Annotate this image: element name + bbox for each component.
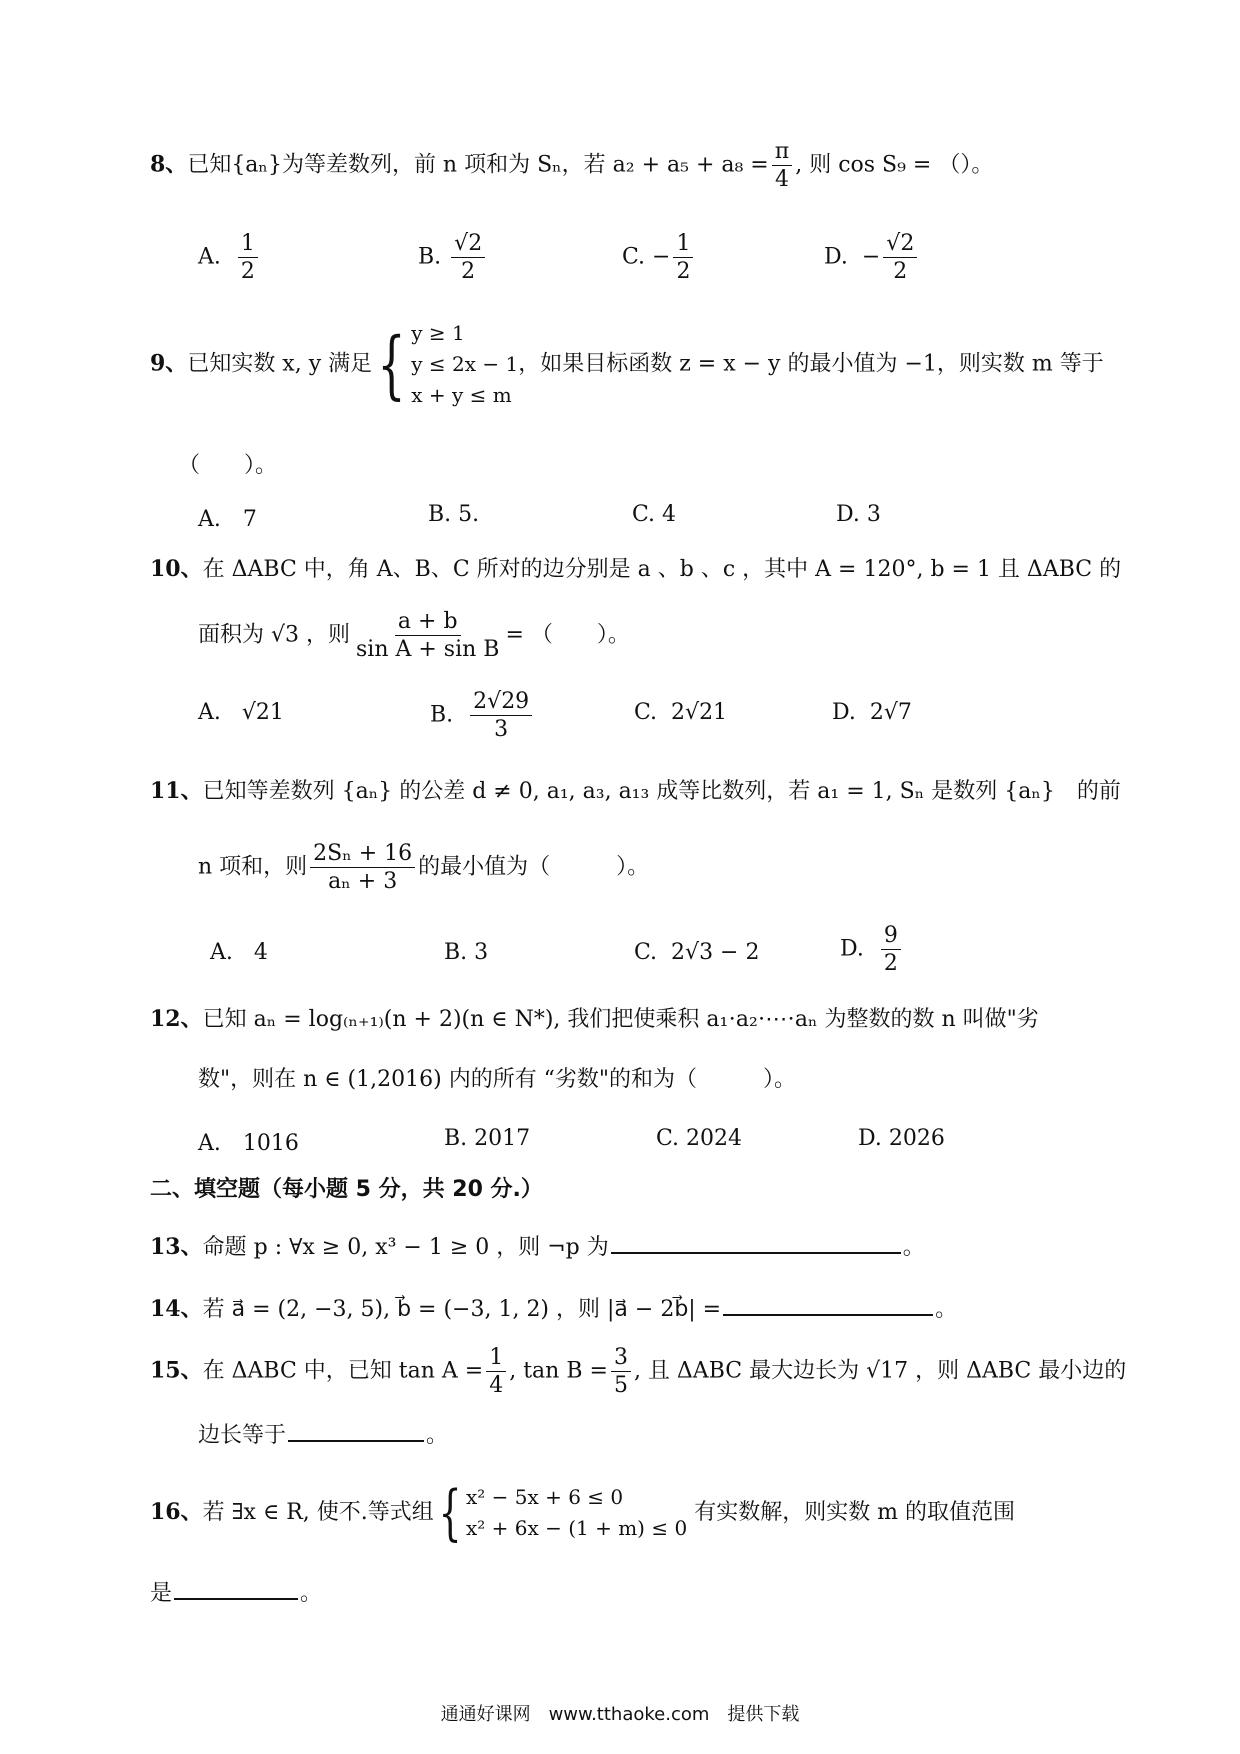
fraction-denominator: 2 <box>461 259 476 285</box>
fraction-denominator: 3 <box>494 717 509 743</box>
option-label: C. <box>622 244 646 270</box>
fraction-numerator: 3 <box>611 1346 631 1372</box>
system-line: x² + 6x − (1 + m) ≤ 0 <box>465 1516 688 1540</box>
option-label: D. <box>840 936 864 962</box>
question-16 <box>150 1478 1095 1548</box>
question-text: 在 ΔABC 中，已知 tan A = <box>202 1358 484 1384</box>
question-text: 边长等于 <box>198 1423 287 1448</box>
question-8 <box>150 140 1095 191</box>
fraction <box>486 1346 506 1397</box>
option-a: A. 1016 <box>198 1131 299 1156</box>
question-text: 已知{aₙ}为等差数列，前 n 项和为 Sₙ，若 a₂ + a₅ + a₈ = <box>187 152 769 178</box>
question-text-end: 的最小值为（ ）。 <box>418 854 650 880</box>
answer-blank[interactable] <box>611 1230 901 1254</box>
fraction-denominator: sin A + sin B <box>356 637 500 663</box>
section-heading: 二、填空题（每小题 5 分，共 20 分.） <box>150 1177 543 1202</box>
option-value: 3 <box>474 940 489 965</box>
question-text: 已知实数 x, y 满足 <box>187 351 373 377</box>
option-label: B. <box>444 940 468 965</box>
question-15-line2 <box>198 1418 1143 1450</box>
question-number: 16、 <box>150 1499 203 1525</box>
fraction-denominator: 5 <box>613 1373 628 1399</box>
question-16-line2 <box>150 1576 1095 1608</box>
fraction-numerator: √2 <box>451 232 485 258</box>
question-text: 若 a⃗ = (2, −3, 5), b⃗ = (−3, 1, 2) ，则 |a⃗ − 2b⃗| = <box>202 1297 722 1322</box>
question-number: 9、 <box>150 350 188 377</box>
option-label: B. <box>418 244 442 270</box>
fraction-denominator: 2 <box>676 259 691 285</box>
question-number: 12、 <box>150 1006 203 1032</box>
option-label: D. <box>824 244 848 270</box>
system-line: y ≥ 1 <box>411 321 465 345</box>
option-label: C. <box>634 940 658 965</box>
fraction <box>238 232 258 283</box>
question-text-end: 有实数解，则实数 m 的取值范围 <box>694 1500 1016 1525</box>
question-number: 14、 <box>150 1296 203 1322</box>
minus-sign: − <box>652 244 671 270</box>
question-text: n 项和，则 <box>198 854 308 880</box>
fraction <box>673 232 693 283</box>
option-d <box>832 700 912 725</box>
option-b: B. 5. <box>428 502 480 527</box>
question-number: 15、 <box>150 1357 203 1384</box>
option-b <box>418 232 488 283</box>
question-text-end: = （ ）。 <box>505 622 630 648</box>
question-text: , tan B = <box>509 1358 608 1384</box>
system-line: x² − 5x + 6 ≤ 0 <box>465 1485 624 1509</box>
system-line: x + y ≤ m <box>411 383 512 407</box>
answer-blank[interactable] <box>174 1576 298 1600</box>
option-value: √21 <box>241 700 284 725</box>
fraction <box>451 232 485 283</box>
option-b: B. 2017 <box>444 1126 531 1151</box>
option-c <box>622 232 696 283</box>
question-text-end: , 且 ΔABC 最大边长为 √17 ，则 ΔABC 最小边的 <box>633 1358 1127 1384</box>
option-label: B. <box>430 702 454 728</box>
page-footer: 通通好课网 www.tthaoke.com 提供下载 <box>440 1704 800 1725</box>
fraction <box>353 610 502 661</box>
inequality-system <box>372 318 518 411</box>
fraction-denominator: 2 <box>893 259 908 285</box>
period: 。 <box>300 1581 323 1606</box>
period: 。 <box>426 1423 449 1448</box>
fraction-numerator: 1 <box>673 232 693 258</box>
option-a <box>210 940 268 965</box>
fraction-denominator: 2 <box>240 259 255 285</box>
question-9-answer-slot: （ ）。 <box>178 453 278 478</box>
option-a <box>198 232 261 283</box>
question-13 <box>150 1230 1095 1262</box>
fraction-numerator: 2Sₙ + 16 <box>310 842 415 868</box>
option-c: C. 4 <box>632 502 677 527</box>
option-c <box>634 940 759 965</box>
question-text-end: , 则 cos S₉ = （）。 <box>795 152 994 178</box>
question-12-line2: 数"，则在 n ∈ (1,2016) 内的所有 “劣数"的和为（ ）。 <box>198 1067 797 1092</box>
fraction-numerator: √2 <box>883 232 917 258</box>
period: 。 <box>935 1297 958 1322</box>
option-value: 2√3 − 2 <box>671 940 760 965</box>
question-text: 面积为 √3 ，则 <box>198 622 351 648</box>
question-number: 13、 <box>150 1234 203 1260</box>
fraction-denominator: aₙ + 3 <box>328 869 398 895</box>
answer-blank[interactable] <box>288 1418 424 1442</box>
fraction <box>470 690 532 741</box>
minus-sign: − <box>861 244 881 270</box>
period: 。 <box>902 1235 925 1260</box>
fraction-numerator: 9 <box>881 924 901 950</box>
option-label: A. <box>198 244 221 270</box>
option-value: 2√21 <box>671 700 728 725</box>
question-11 <box>150 778 1121 806</box>
fraction-denominator: 2 <box>883 951 898 977</box>
option-label: A. <box>210 940 233 965</box>
fraction-numerator: π <box>772 140 792 166</box>
question-10 <box>150 556 1122 584</box>
question-14 <box>150 1292 1095 1324</box>
question-15 <box>150 1345 1127 1399</box>
fraction-numerator: 2√29 <box>470 690 532 716</box>
option-c: C. 2024 <box>656 1126 743 1151</box>
brace-glyph: { <box>438 1478 462 1548</box>
option-d <box>824 232 920 283</box>
fraction <box>611 1346 631 1397</box>
option-d: D. 2026 <box>858 1126 945 1151</box>
option-c <box>634 700 727 725</box>
question-text-end: ，如果目标函数 z = x − y 的最小值为 −1，则实数 m 等于 <box>518 351 1104 377</box>
question-text: 已知 aₙ = log₍ₙ₊₁₎(n + 2)(n ∈ N*), 我们把使乘积 a₁⋅a₂⋅⋯⋅aₙ 为整数的数 n 叫做"劣 <box>202 1007 1039 1032</box>
option-b <box>430 690 535 741</box>
brace-glyph: { <box>377 321 406 408</box>
option-label: A. <box>198 700 221 725</box>
option-a <box>198 700 284 725</box>
option-d <box>840 924 904 975</box>
question-11-line2 <box>198 842 1143 893</box>
fraction <box>881 924 901 975</box>
option-d: D. 3 <box>836 502 881 527</box>
question-10-line2 <box>198 610 1143 661</box>
question-12 <box>150 1006 1095 1034</box>
question-text: 若 ∃x ∈ R, 使不.等式组 <box>202 1500 434 1525</box>
question-number: 11、 <box>150 778 203 804</box>
fraction <box>772 140 792 191</box>
fraction-numerator: a + b <box>395 610 461 636</box>
question-text: 是 <box>150 1581 173 1606</box>
answer-blank[interactable] <box>723 1292 933 1316</box>
option-a: A. 7 <box>198 507 257 532</box>
option-label: C. <box>634 700 658 725</box>
question-text: 已知等差数列 {aₙ} 的公差 d ≠ 0, a₁, a₃, a₁₃ 成等比数列，若 a₁ = 1, Sₙ 是数列 {aₙ} 的前 <box>202 779 1121 804</box>
option-label: D. <box>832 700 856 725</box>
fraction <box>883 232 917 283</box>
fraction-numerator: 1 <box>238 232 258 258</box>
option-value: 4 <box>253 940 268 965</box>
fraction-numerator: 1 <box>486 1346 506 1372</box>
option-b <box>444 940 488 965</box>
question-number: 10、 <box>150 556 203 582</box>
fraction-denominator: 4 <box>489 1373 504 1399</box>
fraction-denominator: 4 <box>774 167 789 193</box>
fraction <box>310 842 415 893</box>
question-text: 在 ΔABC 中，角 A、B、C 所对的边分别是 a 、b 、c ，其中 A = 120°, b = 1 且 ΔABC 的 <box>202 557 1122 582</box>
option-value: 2√7 <box>869 700 912 725</box>
question-text: 命题 p : ∀x ≥ 0, x³ − 1 ≥ 0 ，则 ¬p 为 <box>202 1235 609 1260</box>
inequality-system <box>434 1478 688 1548</box>
question-number: 8、 <box>150 151 188 178</box>
system-line: y ≤ 2x − 1 <box>411 352 519 376</box>
question-9 <box>150 318 1104 411</box>
